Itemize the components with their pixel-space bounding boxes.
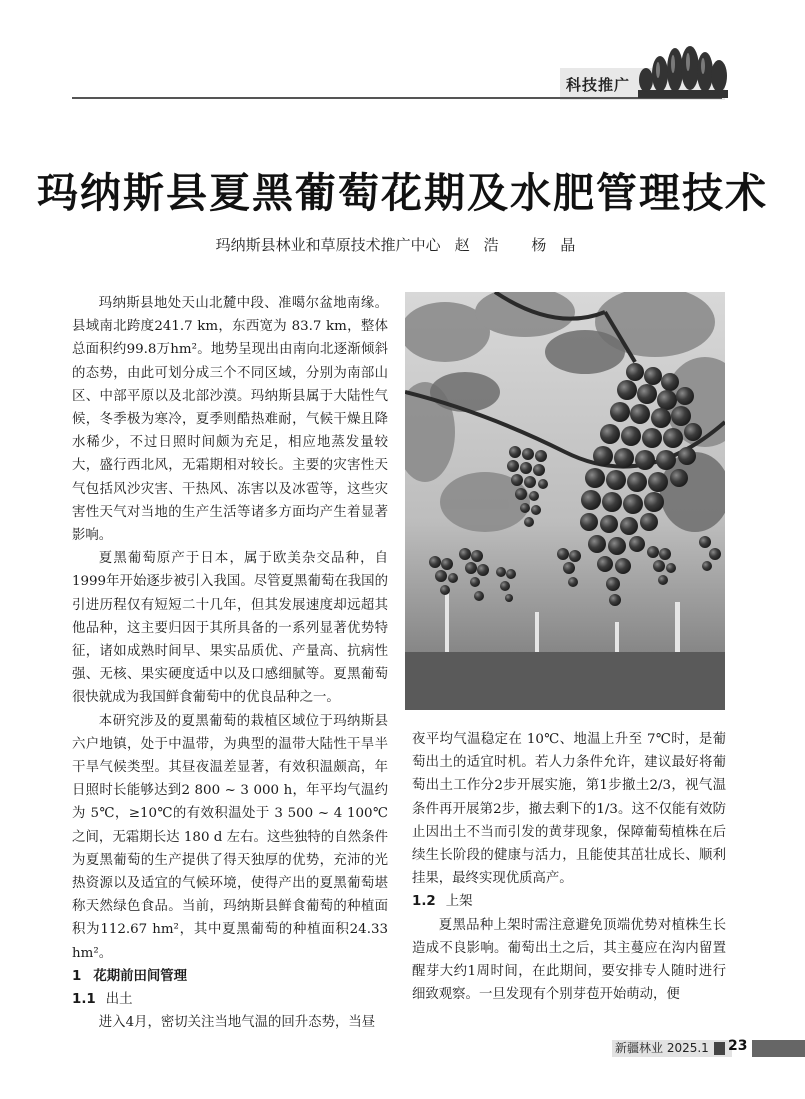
page-number: 23 — [728, 1038, 748, 1054]
section-title: 花期前田间管理 — [93, 968, 188, 984]
affiliation: 玛纳斯县林业和草原技术推广中心 — [215, 236, 441, 254]
subsection-title: 出土 — [105, 992, 133, 1008]
subsection-title: 上架 — [445, 894, 473, 910]
subsection-number: 1.2 — [412, 894, 436, 910]
right-column — [412, 728, 726, 1006]
paragraph: 夏黑葡萄原产于日本，属于欧美杂交品种，自1999年开始逐步被引入我国。尽管夏黑葡萄在我国的引进历程仅有短短二十几年，但其发展速度却远超其他品种，这主要归因于其所具备的一系列显著优势特征，诸如成熟时间早、果实品质优、产量高、抗病性强、无核、果实硬度适中以及口感细腻等。夏黑葡萄很快就成为我国鲜食葡萄中的优良品种之一。 — [72, 551, 388, 706]
paragraph: 进入4月，密切关注当地气温的回升态势，当昼 — [98, 1015, 376, 1031]
grape-vine-photo — [405, 292, 725, 710]
subsection-number: 1.1 — [72, 992, 96, 1008]
footer-stripe — [752, 1040, 805, 1057]
authors: 赵浩 杨晶 — [454, 236, 590, 254]
article-title: 玛纳斯县夏黑葡萄花期及水肥管理技术 — [37, 169, 768, 217]
left-column — [72, 292, 388, 1035]
journal-issue: 新疆林业 2025.1 — [615, 1041, 709, 1055]
paragraph: 本研究涉及的夏黑葡萄的栽植区域位于玛纳斯县六户地镇，处于中温带，为典型的温带大陆性干旱半干旱气候类型。其昼夜温差显著，有效积温颇高，年日照时长能够达到2 800 ~ 3 000 h，年平均气温约为 5℃，≥10℃的有效积温处于 3 500 ~ 4 100℃之间，无霜期长达 180 d 左右。这些独特的自然条件为夏黑葡萄的生产提供了得天独厚的优势，充沛的光热资源以及适宜的气候环境，使得产出的夏黑葡萄堪称天然绿色食品。当前，玛纳斯县鲜食葡萄的种植面积为112.67 hm²，其中夏黑葡萄的种植面积24.33 hm²。 — [72, 713, 388, 961]
byline — [0, 234, 805, 255]
paragraph: 夏黑品种上架时需注意避免顶端优势对植株生长造成不良影响。葡萄出土之后，其主蔓应在沟内留置醒芽大约1周时间，在此期间，要安排专人随时进行细致观察。一旦发现有个别芽苞开始萌动，便 — [412, 917, 726, 1003]
footer-marker — [714, 1042, 725, 1055]
section-heading — [72, 965, 388, 988]
section-number: 1 — [72, 968, 82, 984]
section-tag: 科技推广 — [566, 76, 631, 94]
paragraph: 玛纳斯县地处天山北麓中段、准噶尔盆地南缘。县域南北跨度241.7 km，东西宽为 83.7 km，整体总面积约99.8万hm²。地势呈现出由南向北逐渐倾斜的态势，由此可划分成三个不同区域，分别为南部山区、中部平原以及北部沙漠。玛纳斯县属于大陆性气候，冬季极为寒冷，夏季则酷热难耐，气候干燥且降水稀少，不过日照时间颇为充足，相应地蒸发量较大，盛行西北风，无霜期相对较长。主要的灾害性天气包括风沙灾害、干热风、冻害以及冰雹等，这些灾害性天气对当地的生产生活等诸多方面均产生着显著影响。 — [72, 296, 388, 544]
subsection-heading — [412, 890, 726, 913]
tree-silhouette-icon — [638, 46, 728, 98]
paragraph: 夜平均气温稳定在 10℃、地温上升至 7℃时，是葡萄出土的适宜时机。若人力条件允许，建议最好将葡萄出土工作分2步开展实施，第1步撤土2/3，视气温条件再开展第2步，撤去剩下的1/3。这不仅能有效防止因出土不当而引发的黄芽现象，保障葡萄植株在后续生长阶段的健康与活力，且能使其茁壮成长、顺利挂果，最终实现优质高产。 — [412, 732, 726, 887]
subsection-heading — [72, 988, 388, 1011]
header-rule — [72, 97, 722, 99]
